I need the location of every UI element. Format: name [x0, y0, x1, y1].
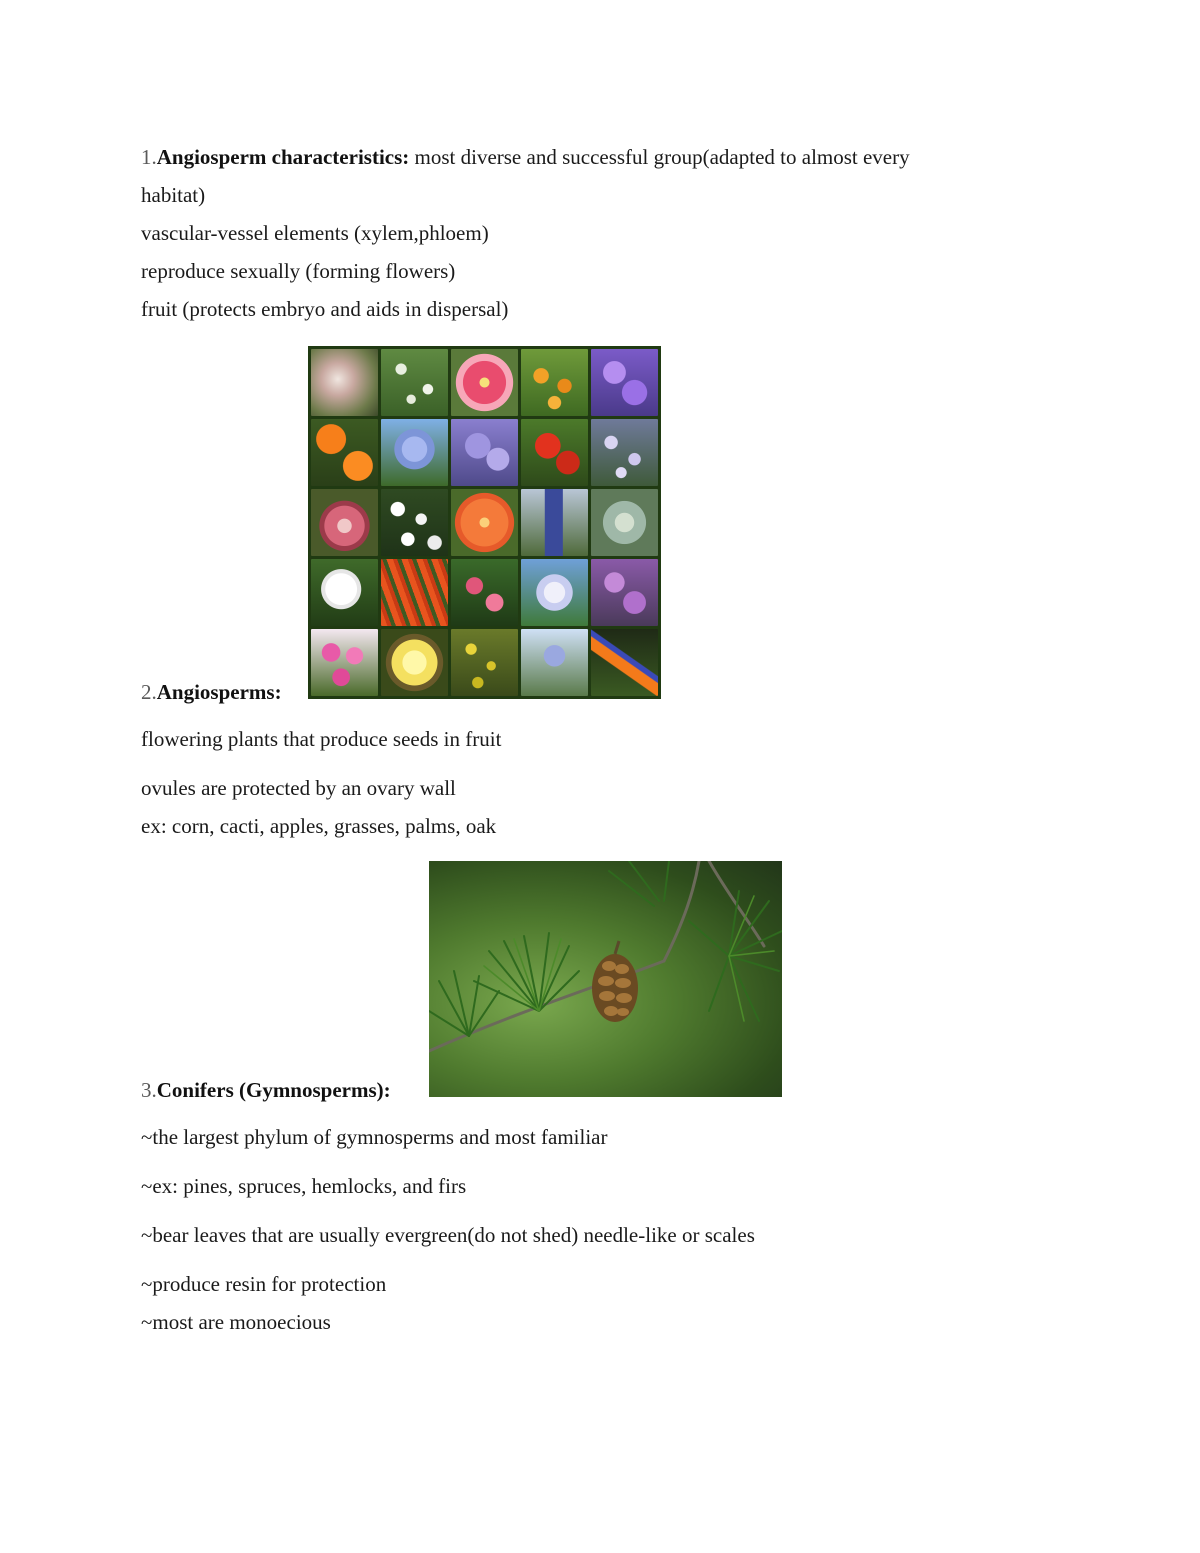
section3-point: ~produce resin for protection — [141, 1272, 387, 1296]
section1-intro: most diverse and successful group(adapted to almost every — [409, 145, 910, 169]
flower-tile — [451, 629, 518, 696]
section3-number: 3. — [141, 1078, 157, 1102]
section1-intro-cont: habitat) — [141, 183, 206, 207]
section2-point: flowering plants that produce seeds in fruit — [141, 727, 502, 751]
flower-tile — [311, 489, 378, 556]
section1-heading: Angiosperm characteristics: — [156, 145, 410, 169]
section3-point: ~bear leaves that are usually evergreen(do not shed) needle-like or scales — [141, 1223, 755, 1247]
flower-tile — [521, 419, 588, 486]
flower-tile — [591, 559, 658, 626]
flower-tile — [521, 489, 588, 556]
flower-tile — [311, 349, 378, 416]
section1-point: fruit (protects embryo and aids in dispersal) — [141, 297, 509, 321]
section2-number: 2. — [141, 680, 157, 704]
section1-heading-line — [141, 144, 910, 170]
section2-point: ovules are protected by an ovary wall — [141, 776, 456, 800]
flower-tile — [311, 629, 378, 696]
section3-heading-line — [141, 1077, 391, 1103]
section3-point: ~ex: pines, spruces, hemlocks, and firs — [141, 1174, 467, 1198]
flower-tile — [521, 629, 588, 696]
flower-tile — [451, 489, 518, 556]
section2-heading-line — [141, 679, 282, 705]
flower-tile — [381, 349, 448, 416]
flower-tile — [591, 419, 658, 486]
flower-tile — [521, 559, 588, 626]
flower-tile — [381, 629, 448, 696]
flower-tile — [451, 559, 518, 626]
section2-point: ex: corn, cacti, apples, grasses, palms, oak — [141, 814, 497, 838]
pine-branch-illustration — [429, 861, 782, 1097]
flower-tile — [451, 349, 518, 416]
section1-point: reproduce sexually (forming flowers) — [141, 259, 456, 283]
section2-heading: Angiosperms: — [156, 680, 282, 704]
flower-tile — [381, 559, 448, 626]
flower-tile — [311, 419, 378, 486]
pine-cone-branch-image — [429, 861, 782, 1097]
flower-tile — [381, 489, 448, 556]
section1-point: vascular-vessel elements (xylem,phloem) — [141, 221, 489, 245]
flower-tile — [381, 419, 448, 486]
flower-tile — [311, 559, 378, 626]
flower-tile — [591, 489, 658, 556]
flower-tile — [521, 349, 588, 416]
section3-heading: Conifers (Gymnosperms): — [156, 1078, 391, 1102]
flower-tile — [451, 419, 518, 486]
angiosperm-flower-mosaic-image — [308, 346, 661, 699]
section3-point: ~the largest phylum of gymnosperms and most familiar — [141, 1125, 608, 1149]
section3-point: ~most are monoecious — [141, 1310, 331, 1334]
section1-number: 1. — [141, 145, 157, 169]
flower-tile — [591, 349, 658, 416]
flower-tile — [591, 629, 658, 696]
